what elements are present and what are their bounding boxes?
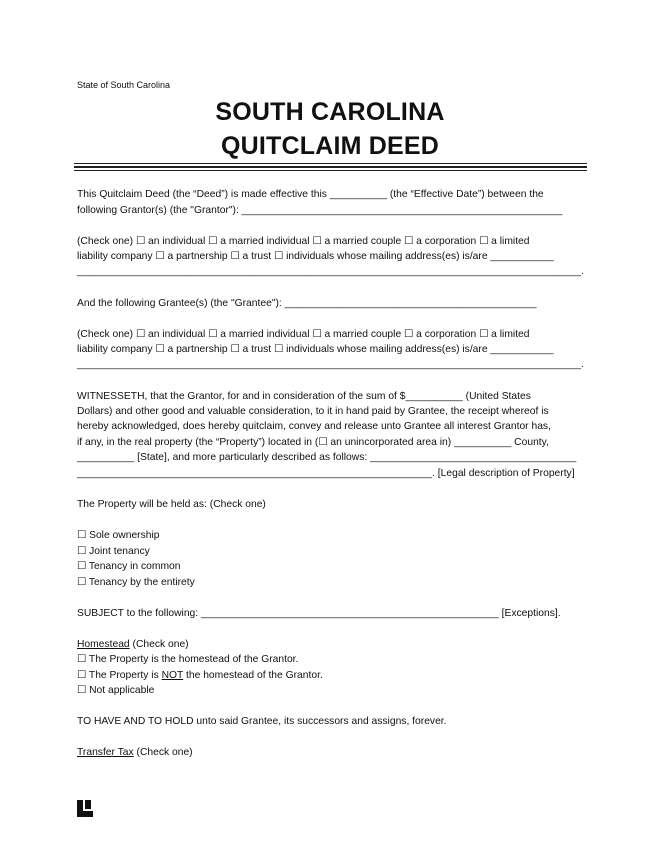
document-title-line1: SOUTH CAROLINA: [215, 98, 445, 126]
homestead-option-not-pre: ☐ The Property is: [77, 670, 162, 681]
homestead-option-is[interactable]: ☐ The Property is the homestead of the Grantor.: [77, 654, 299, 665]
grantor-type-line-3: ________________________________________________________________________________________.: [77, 266, 584, 277]
title-rule-middle: [74, 166, 587, 168]
transfer-tax-heading: [77, 746, 582, 759]
homestead-option-not[interactable]: [77, 669, 582, 682]
held-option-entirety[interactable]: ☐ Tenancy by the entirety: [77, 577, 195, 588]
intro-line-1: This Quitclaim Deed (the “Deed”) is made effective this __________ (the “Effective Date”) between the: [77, 189, 544, 200]
witnesseth-line-2: Dollars) and other good and valuable consideration, to it in hand paid by Grantee, the receipt whereof is: [77, 406, 549, 417]
witnesseth-line-4: if any, in the real property (the “Property”) located in (☐ an unincorporated area in) __________ County,: [77, 437, 549, 448]
homestead-option-na[interactable]: ☐ Not applicable: [77, 685, 155, 696]
title-rule-top: [74, 163, 587, 164]
witnesseth-line-1: WITNESSETH, that the Grantor, for and in consideration of the sum of $__________ (United States: [77, 391, 531, 402]
intro-line-2: following Grantor(s) (the "Grantor"): ________________________________________________________: [77, 205, 563, 216]
witnesseth-line-3: hereby acknowledged, does hereby quitclaim, convey and release unto Grantee all interest Grantor has,: [77, 421, 551, 432]
grantee-type-line-3: ________________________________________________________________________________________.: [77, 359, 584, 370]
held-as-heading: The Property will be held as: (Check one): [77, 499, 266, 510]
grantee-type-line-2: liability company ☐ a partnership ☐ a trust ☐ individuals whose mailing address(es) is/are ___________: [77, 344, 554, 355]
grantee-type-line-1: (Check one) ☐ an individual ☐ a married individual ☐ a married couple ☐ a corporation ☐ a limited: [77, 329, 530, 340]
document-title-line2: QUITCLAIM DEED: [220, 132, 440, 160]
habendum-line: TO HAVE AND TO HOLD unto said Grantee, its successors and assigns, forever.: [77, 716, 447, 727]
homestead-heading: [77, 638, 582, 651]
homestead-heading-suffix: (Check one): [129, 639, 189, 650]
witnesseth-line-6: ______________________________________________________________. [Legal description of Property]: [77, 468, 575, 479]
title-rule-bottom: [74, 170, 587, 171]
grantor-type-line-1: (Check one) ☐ an individual ☐ a married individual ☐ a married couple ☐ a corporation ☐ a limited: [77, 236, 530, 247]
held-option-sole[interactable]: ☐ Sole ownership: [77, 530, 160, 541]
held-option-common[interactable]: ☐ Tenancy in common: [77, 561, 181, 572]
homestead-option-not-post: the homestead of the Grantor.: [183, 670, 323, 681]
subject-line: SUBJECT to the following: ____________________________________________________ [Exceptions].: [77, 608, 561, 619]
held-option-joint[interactable]: ☐ Joint tenancy: [77, 546, 150, 557]
grantee-line: And the following Grantee(s) (the "Grantee"): ____________________________________________: [77, 298, 537, 309]
transfer-tax-heading-label: Transfer Tax: [77, 747, 134, 758]
state-label: State of South Carolina: [77, 80, 171, 90]
witnesseth-line-5: __________ [State], and more particularly described as follows: ____________________________________: [77, 452, 577, 463]
homestead-heading-label: Homestead: [77, 639, 130, 650]
homestead-option-not-emphasis: NOT: [161, 670, 184, 681]
brand-logo-icon: [77, 800, 93, 817]
grantor-type-line-2: liability company ☐ a partnership ☐ a trust ☐ individuals whose mailing address(es) is/are ___________: [77, 251, 554, 262]
transfer-tax-heading-suffix: (Check one): [133, 747, 193, 758]
